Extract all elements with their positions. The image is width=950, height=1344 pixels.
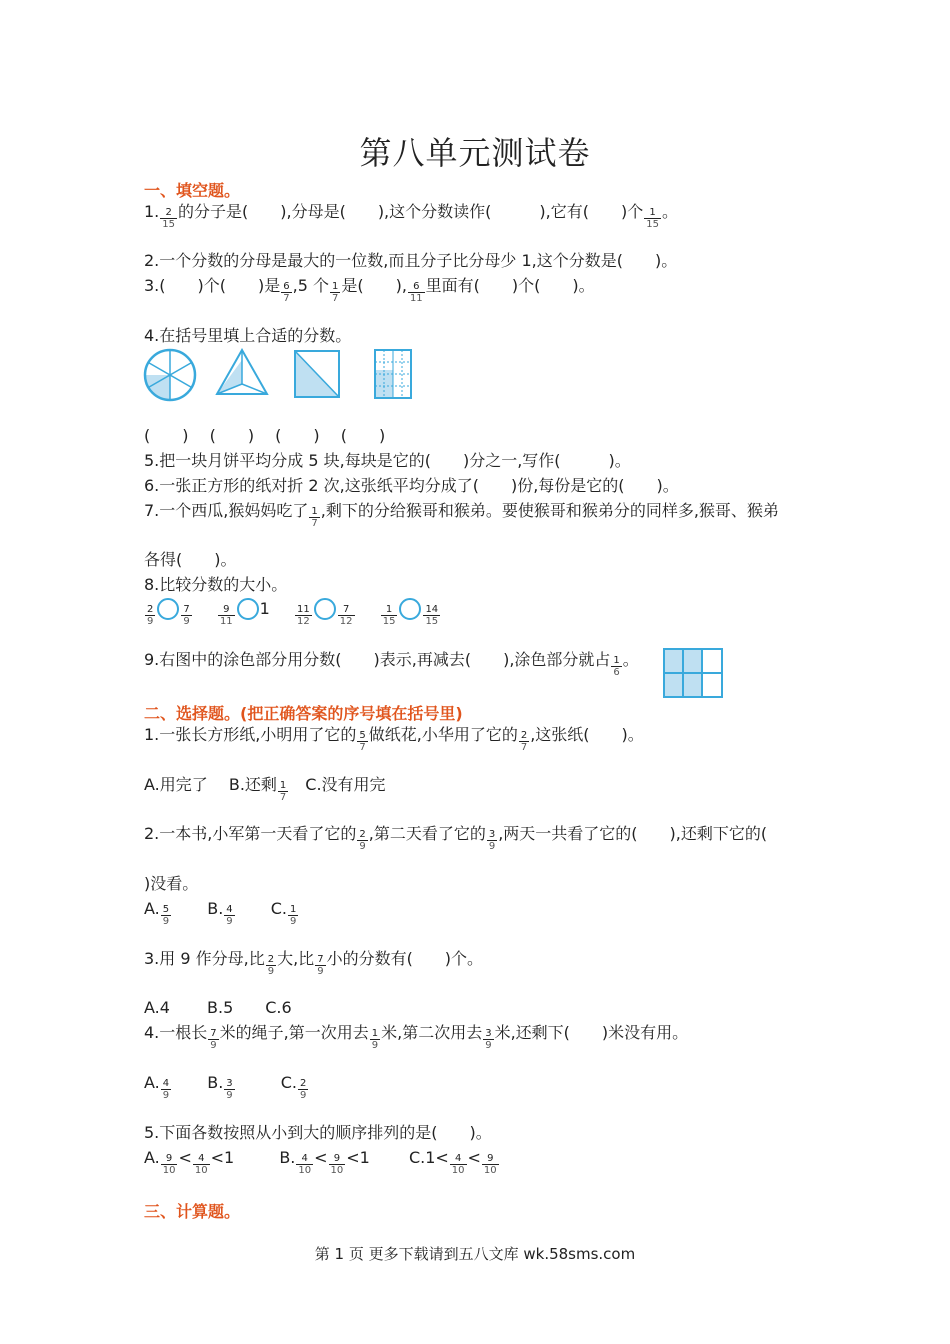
choice-question-4: 4.一根长 $\frac{7}{9}$ 米的绳子,第一次用去 $\frac{1}{9}$ 米,第二次用去 $\frac{3}{9}$ 米,还剩下( )米没有用。 (144, 1023, 689, 1049)
fraction: $\frac{1}{7}$ (311, 506, 318, 527)
question-7-continued: 各得( )。 (144, 550, 237, 569)
choice-question-4-options: A. $\frac{4}{9}$ B. $\frac{3}{9}$ C. $\frac{2}{9}$ (144, 1073, 307, 1099)
fraction: $\frac{4}{10}$ (298, 1153, 312, 1174)
question-2: 2.一个分数的分母是最大的一位数,而且分子比分母少 1,这个分数是( )。 (144, 251, 678, 270)
fraction: $\frac{3}{9}$ (485, 1028, 492, 1049)
fraction: $\frac{1}{9}$ (290, 904, 297, 925)
page-title: 第八单元测试卷 (359, 134, 591, 172)
fraction: $\frac{5}{9}$ (162, 904, 170, 925)
fraction: $\frac{1}{9}$ (371, 1028, 379, 1049)
circle-figure (143, 348, 197, 402)
fraction: $\frac{1}{15}$ (646, 207, 659, 228)
choice-question-2-continued: )没看。 (144, 874, 199, 893)
fraction: $\frac{1}{7}$ (279, 780, 287, 801)
choice-question-3: 3.用 9 作分母,比 $\frac{2}{9}$ 大,比 $\frac{7}{9}$ 小的分数有( )个。 (144, 949, 484, 975)
question-1: 1. $\frac{2}{15}$ 的分子是( ),分母是( ),这个分数读作( ),它有( )个 $\frac{1}{15}$ 。 (144, 202, 678, 228)
fraction: $\frac{6}{7}$ (283, 281, 290, 302)
question-8-comparisons: $\frac{2}{9}$ $\frac{7}{9}$ $\frac{9}{11}$ 1 $\frac{11}{12}$ $\frac{7}{12}$ $\frac{1}{15}$ $\frac{14}{15}$ (147, 599, 439, 625)
fraction: $\frac{9}{10}$ (162, 1153, 176, 1174)
fraction: $\frac{11}{12}$ (297, 604, 310, 625)
choice-question-5-options: A. $\frac{9}{10}$ < $\frac{4}{10}$ <1 B. $\frac{4}{10}$ < $\frac{9}{10}$ <1 C.1< $\frac{4}{10}$ < $\frac{9}{10}$ (144, 1148, 497, 1174)
compare-circle[interactable] (157, 598, 179, 620)
question-9: 9.右图中的涂色部分用分数( )表示,再减去( ),涂色部分就占 $\frac{1}{6}$ 。 (144, 650, 639, 676)
fraction: $\frac{2}{9}$ (267, 954, 275, 975)
fraction: $\frac{3}{9}$ (488, 829, 496, 850)
fraction: $\frac{1}{15}$ (382, 604, 396, 625)
question-4-answer-blanks: ( ) ( ) ( ) ( ) (144, 426, 386, 445)
rectangle-grid-figure (372, 348, 414, 402)
fraction: $\frac{4}{10}$ (451, 1153, 465, 1174)
fraction: $\frac{9}{10}$ (330, 1153, 344, 1174)
fraction: $\frac{2}{15}$ (162, 207, 175, 228)
fraction: $\frac{5}{7}$ (359, 730, 366, 751)
q1-text: 的分子是( ),分母是( ),这个分数读作( ),它有( )个 (178, 202, 644, 221)
section-heading-choice: 二、选择题。(把正确答案的序号填在括号里) (144, 704, 463, 723)
question-8: 8.比较分数的大小。 (144, 575, 288, 594)
fraction: $\frac{14}{15}$ (425, 604, 439, 625)
question-3: 3.( )个( )是 $\frac{6}{7}$ ,5 个 $\frac{1}{7}$ 是( ), $\frac{6}{11}$ 里面有( )个( )。 (144, 276, 595, 302)
fraction: $\frac{7}{9}$ (317, 954, 324, 975)
question-4: 4.在括号里填上合适的分数。 (144, 326, 352, 345)
choice-question-5: 5.下面各数按照从小到大的顺序排列的是( )。 (144, 1123, 492, 1142)
choice-question-1: 1.一张长方形纸,小明用了它的 $\frac{5}{7}$ 做纸花,小华用了它的 $\frac{2}{7}$ ,这张纸( )。 (144, 725, 644, 751)
fraction: $\frac{4}{9}$ (226, 904, 233, 925)
compare-circle[interactable] (314, 598, 336, 620)
fraction: $\frac{9}{11}$ (219, 604, 233, 625)
compare-circle[interactable] (237, 598, 259, 620)
choice-question-3-options: A.4 B.5 C.6 (144, 998, 292, 1017)
page-footer: 第 1 页 更多下载请到五八文库 wk.58sms.com (314, 1245, 636, 1263)
section-heading-calculation: 三、计算题。 (144, 1202, 241, 1221)
grid-figure (662, 647, 724, 699)
fraction: $\frac{2}{7}$ (520, 730, 528, 751)
question-6: 6.一张正方形的纸对折 2 次,这张纸平均分成了( )份,每份是它的( )。 (144, 476, 679, 495)
question-7: 7.一个西瓜,猴妈妈吃了 $\frac{1}{7}$ ,剩下的分给猴哥和猴弟。要使猴哥和猴弟分的同样多,猴哥、猴弟 (144, 501, 779, 527)
q1-number: 1. (144, 202, 160, 221)
choice-question-2: 2.一本书,小军第一天看了它的 $\frac{2}{9}$ ,第二天看了它的 $\frac{3}{9}$ ,两天一共看了它的( ),还剩下它的( (144, 824, 768, 850)
fraction: $\frac{7}{12}$ (339, 604, 353, 625)
fraction: $\frac{7}{9}$ (183, 604, 190, 625)
fraction: $\frac{1}{7}$ (331, 281, 339, 302)
choice-question-1-options: A.用完了 B.还剩 $\frac{1}{7}$ C.没有用完 (144, 775, 386, 801)
question-5: 5.把一块月饼平均分成 5 块,每块是它的( )分之一,写作( )。 (144, 451, 631, 470)
square-figure (292, 348, 342, 400)
fraction: $\frac{4}{9}$ (162, 1078, 170, 1099)
fraction: $\frac{7}{9}$ (210, 1028, 217, 1049)
section-heading-fill-in: 一、填空题。 (144, 181, 241, 200)
fraction: $\frac{4}{10}$ (194, 1153, 208, 1174)
compare-circle[interactable] (399, 598, 421, 620)
fraction: $\frac{6}{11}$ (409, 281, 423, 302)
fraction: $\frac{2}{9}$ (147, 604, 154, 625)
fraction: $\frac{9}{10}$ (483, 1153, 497, 1174)
fraction: $\frac{3}{9}$ (226, 1078, 233, 1099)
fraction: $\frac{1}{6}$ (613, 655, 620, 676)
fraction: $\frac{2}{9}$ (300, 1078, 307, 1099)
fraction: $\frac{2}{9}$ (359, 829, 366, 850)
triangle-figure (213, 348, 271, 400)
choice-question-2-options: A. $\frac{5}{9}$ B. $\frac{4}{9}$ C. $\frac{1}{9}$ (144, 899, 297, 925)
